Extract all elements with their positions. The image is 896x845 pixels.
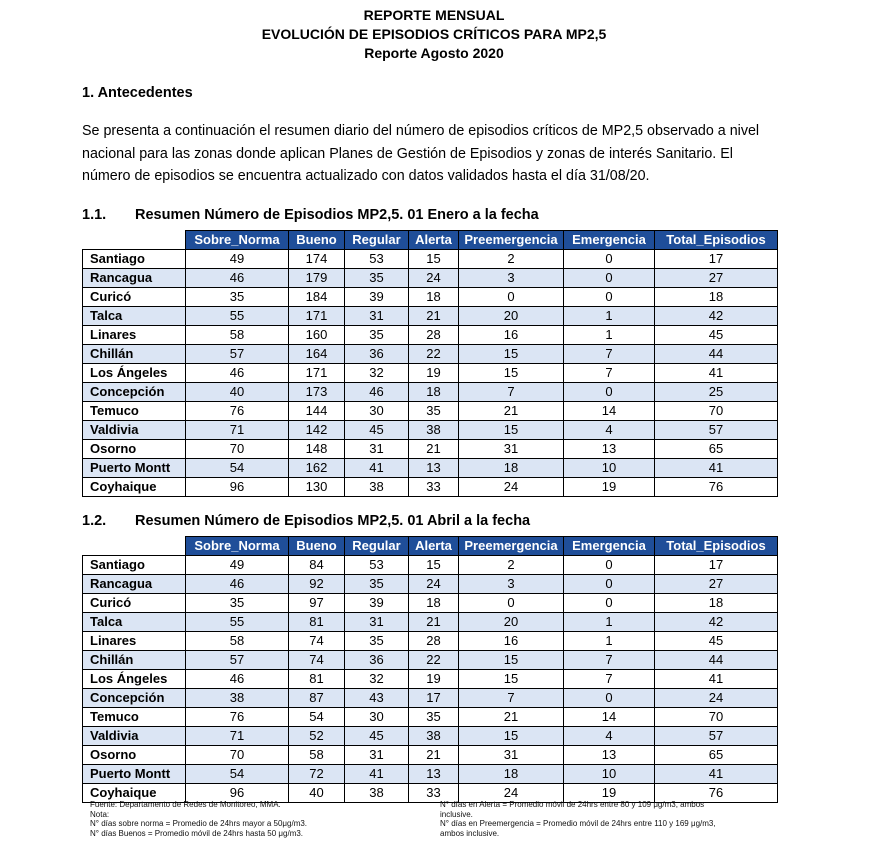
value-cell: 21 xyxy=(459,708,564,727)
value-cell: 35 xyxy=(409,708,459,727)
value-cell: 15 xyxy=(459,421,564,440)
table-row xyxy=(83,594,778,613)
report-period: Reporte Agosto 2020 xyxy=(364,45,504,61)
value-cell: 40 xyxy=(289,784,345,803)
table-row xyxy=(83,440,778,459)
value-cell: 148 xyxy=(289,440,345,459)
value-cell: 70 xyxy=(186,746,289,765)
value-cell: 0 xyxy=(564,594,655,613)
value-cell: 25 xyxy=(655,383,778,402)
value-cell: 39 xyxy=(345,594,409,613)
value-cell: 0 xyxy=(459,594,564,613)
table-row xyxy=(83,402,778,421)
value-cell: 18 xyxy=(655,288,778,307)
column-header: Regular xyxy=(345,537,409,556)
value-cell: 49 xyxy=(186,556,289,575)
footnote-alerta: N° días en Alerta = Promedio móvil de 24hrs entre 80 y 109 μg/m3, ambos xyxy=(440,800,705,809)
table2-title: Resumen Número de Episodios MP2,5. 01 Abril a la fecha xyxy=(135,513,531,529)
value-cell: 87 xyxy=(289,689,345,708)
value-cell: 13 xyxy=(409,459,459,478)
city-cell: Santiago xyxy=(83,556,186,575)
table2-number: 1.2. xyxy=(82,513,107,529)
value-cell: 7 xyxy=(564,651,655,670)
city-cell: Curicó xyxy=(83,288,186,307)
value-cell: 0 xyxy=(564,383,655,402)
table-row xyxy=(83,727,778,746)
value-cell: 21 xyxy=(409,307,459,326)
value-cell: 160 xyxy=(289,326,345,345)
value-cell: 17 xyxy=(655,556,778,575)
value-cell: 27 xyxy=(655,269,778,288)
value-cell: 1 xyxy=(564,613,655,632)
city-cell: Valdivia xyxy=(83,421,186,440)
city-cell: Temuco xyxy=(83,708,186,727)
value-cell: 31 xyxy=(459,746,564,765)
city-cell: Rancagua xyxy=(83,269,186,288)
table-row xyxy=(83,383,778,402)
column-header: Total_Episodios xyxy=(655,537,778,556)
value-cell: 76 xyxy=(186,402,289,421)
value-cell: 41 xyxy=(655,670,778,689)
value-cell: 41 xyxy=(345,459,409,478)
value-cell: 76 xyxy=(186,708,289,727)
column-header: Bueno xyxy=(289,537,345,556)
city-cell: Chillán xyxy=(83,345,186,364)
table-row xyxy=(83,364,778,383)
table-row xyxy=(83,632,778,651)
value-cell: 7 xyxy=(564,364,655,383)
city-cell: Temuco xyxy=(83,402,186,421)
table-row xyxy=(83,670,778,689)
header-corner-cell xyxy=(83,231,186,250)
value-cell: 17 xyxy=(409,689,459,708)
value-cell: 21 xyxy=(409,440,459,459)
footnote-source: Fuente: Departamento de Redes de Monitoreo, MMA. xyxy=(90,800,281,809)
value-cell: 0 xyxy=(564,250,655,269)
value-cell: 184 xyxy=(289,288,345,307)
value-cell: 42 xyxy=(655,613,778,632)
value-cell: 45 xyxy=(345,421,409,440)
value-cell: 35 xyxy=(345,632,409,651)
value-cell: 22 xyxy=(409,651,459,670)
table-row xyxy=(83,345,778,364)
city-cell: Osorno xyxy=(83,440,186,459)
table-row xyxy=(83,689,778,708)
table1-title: Resumen Número de Episodios MP2,5. 01 Enero a la fecha xyxy=(135,207,539,223)
value-cell: 3 xyxy=(459,575,564,594)
value-cell: 97 xyxy=(289,594,345,613)
column-header: Sobre_Norma xyxy=(186,537,289,556)
value-cell: 7 xyxy=(564,345,655,364)
value-cell: 32 xyxy=(345,364,409,383)
value-cell: 46 xyxy=(186,670,289,689)
city-cell: Talca xyxy=(83,307,186,326)
value-cell: 58 xyxy=(186,326,289,345)
value-cell: 16 xyxy=(459,326,564,345)
city-cell: Osorno xyxy=(83,746,186,765)
value-cell: 40 xyxy=(186,383,289,402)
value-cell: 38 xyxy=(186,689,289,708)
value-cell: 31 xyxy=(345,307,409,326)
city-cell: Puerto Montt xyxy=(83,765,186,784)
table-header-row xyxy=(83,537,778,556)
value-cell: 20 xyxy=(459,613,564,632)
value-cell: 35 xyxy=(345,575,409,594)
city-cell: Chillán xyxy=(83,651,186,670)
value-cell: 16 xyxy=(459,632,564,651)
value-cell: 24 xyxy=(459,784,564,803)
city-cell: Santiago xyxy=(83,250,186,269)
value-cell: 84 xyxy=(289,556,345,575)
value-cell: 55 xyxy=(186,613,289,632)
value-cell: 19 xyxy=(409,364,459,383)
column-header: Regular xyxy=(345,231,409,250)
value-cell: 41 xyxy=(655,765,778,784)
value-cell: 70 xyxy=(655,402,778,421)
table-row xyxy=(83,250,778,269)
value-cell: 76 xyxy=(655,478,778,497)
table1-heading xyxy=(82,207,539,223)
value-cell: 0 xyxy=(564,288,655,307)
column-header: Sobre_Norma xyxy=(186,231,289,250)
value-cell: 15 xyxy=(409,556,459,575)
value-cell: 36 xyxy=(345,345,409,364)
value-cell: 54 xyxy=(186,765,289,784)
value-cell: 58 xyxy=(186,632,289,651)
value-cell: 70 xyxy=(655,708,778,727)
value-cell: 57 xyxy=(655,421,778,440)
value-cell: 46 xyxy=(345,383,409,402)
column-header: Alerta xyxy=(409,537,459,556)
footnote-sobre-norma: N° días sobre norma = Promedio de 24hrs mayor a 50μg/m3. xyxy=(90,819,308,828)
value-cell: 74 xyxy=(289,632,345,651)
value-cell: 162 xyxy=(289,459,345,478)
table-row xyxy=(83,459,778,478)
column-header: Bueno xyxy=(289,231,345,250)
value-cell: 53 xyxy=(345,556,409,575)
value-cell: 36 xyxy=(345,651,409,670)
value-cell: 31 xyxy=(459,440,564,459)
value-cell: 35 xyxy=(186,594,289,613)
value-cell: 45 xyxy=(655,632,778,651)
table-row xyxy=(83,269,778,288)
header-corner-cell xyxy=(83,537,186,556)
value-cell: 45 xyxy=(655,326,778,345)
table2-heading xyxy=(82,513,530,529)
value-cell: 0 xyxy=(564,575,655,594)
value-cell: 179 xyxy=(289,269,345,288)
table-header-row xyxy=(83,231,778,250)
value-cell: 81 xyxy=(289,670,345,689)
value-cell: 24 xyxy=(459,478,564,497)
city-cell: Valdivia xyxy=(83,727,186,746)
value-cell: 21 xyxy=(409,613,459,632)
footnote-buenos: N° días Buenos = Promedio móvil de 24hrs hasta 50 μg/m3. xyxy=(90,828,304,838)
value-cell: 38 xyxy=(409,421,459,440)
section-heading-antecedentes: 1. Antecedentes xyxy=(82,85,193,101)
column-header: Preemergencia xyxy=(459,537,564,556)
value-cell: 42 xyxy=(655,307,778,326)
table1-number: 1.1. xyxy=(82,207,107,223)
intro-paragraph: Se presenta a continuación el resumen diario del número de episodios críticos de MP2,5 observado a nivel nacional para las zonas donde aplican Planes de Gestión de Episodios y zonas de interés Sanitario. El número de episodios se encuentra actualizado con datos validados hasta el día 31/08/20. xyxy=(82,123,760,184)
value-cell: 27 xyxy=(655,575,778,594)
value-cell: 39 xyxy=(345,288,409,307)
city-cell: Puerto Montt xyxy=(83,459,186,478)
value-cell: 54 xyxy=(186,459,289,478)
value-cell: 96 xyxy=(186,784,289,803)
value-cell: 41 xyxy=(345,765,409,784)
value-cell: 57 xyxy=(186,345,289,364)
report-title: REPORTE MENSUAL xyxy=(363,7,505,23)
column-header: Emergencia xyxy=(564,537,655,556)
value-cell: 18 xyxy=(655,594,778,613)
footnote-preemergencia-cont: ambos inclusive. xyxy=(440,828,500,838)
value-cell: 15 xyxy=(459,727,564,746)
table-row xyxy=(83,765,778,784)
value-cell: 38 xyxy=(345,478,409,497)
city-cell: Los Ángeles xyxy=(83,364,186,383)
table-row xyxy=(83,556,778,575)
value-cell: 72 xyxy=(289,765,345,784)
value-cell: 45 xyxy=(345,727,409,746)
value-cell: 54 xyxy=(289,708,345,727)
value-cell: 14 xyxy=(564,708,655,727)
value-cell: 65 xyxy=(655,746,778,765)
value-cell: 35 xyxy=(186,288,289,307)
value-cell: 46 xyxy=(186,269,289,288)
value-cell: 28 xyxy=(409,632,459,651)
city-cell: Linares xyxy=(83,632,186,651)
value-cell: 7 xyxy=(564,670,655,689)
value-cell: 31 xyxy=(345,613,409,632)
value-cell: 41 xyxy=(655,364,778,383)
column-header: Total_Episodios xyxy=(655,231,778,250)
value-cell: 81 xyxy=(289,613,345,632)
value-cell: 30 xyxy=(345,708,409,727)
value-cell: 13 xyxy=(564,440,655,459)
value-cell: 96 xyxy=(186,478,289,497)
value-cell: 74 xyxy=(289,651,345,670)
value-cell: 0 xyxy=(564,689,655,708)
table-row xyxy=(83,708,778,727)
value-cell: 17 xyxy=(655,250,778,269)
value-cell: 7 xyxy=(459,383,564,402)
table-row xyxy=(83,288,778,307)
value-cell: 52 xyxy=(289,727,345,746)
value-cell: 15 xyxy=(459,670,564,689)
value-cell: 2 xyxy=(459,556,564,575)
value-cell: 21 xyxy=(459,402,564,421)
value-cell: 57 xyxy=(186,651,289,670)
value-cell: 35 xyxy=(345,326,409,345)
value-cell: 13 xyxy=(409,765,459,784)
value-cell: 171 xyxy=(289,307,345,326)
value-cell: 19 xyxy=(409,670,459,689)
value-cell: 44 xyxy=(655,345,778,364)
value-cell: 76 xyxy=(655,784,778,803)
value-cell: 13 xyxy=(564,746,655,765)
footnotes-right xyxy=(440,800,716,838)
value-cell: 174 xyxy=(289,250,345,269)
column-header: Alerta xyxy=(409,231,459,250)
value-cell: 31 xyxy=(345,746,409,765)
city-cell: Concepción xyxy=(83,689,186,708)
value-cell: 2 xyxy=(459,250,564,269)
footnote-alerta-cont: inclusive. xyxy=(440,809,473,819)
value-cell: 24 xyxy=(655,689,778,708)
value-cell: 65 xyxy=(655,440,778,459)
value-cell: 0 xyxy=(564,556,655,575)
value-cell: 33 xyxy=(409,478,459,497)
city-cell: Concepción xyxy=(83,383,186,402)
value-cell: 4 xyxy=(564,727,655,746)
table-row xyxy=(83,326,778,345)
value-cell: 0 xyxy=(564,269,655,288)
value-cell: 35 xyxy=(345,269,409,288)
value-cell: 24 xyxy=(409,575,459,594)
value-cell: 22 xyxy=(409,345,459,364)
table-row xyxy=(83,575,778,594)
city-cell: Coyhaique xyxy=(83,478,186,497)
value-cell: 92 xyxy=(289,575,345,594)
value-cell: 18 xyxy=(409,288,459,307)
value-cell: 4 xyxy=(564,421,655,440)
value-cell: 31 xyxy=(345,440,409,459)
value-cell: 173 xyxy=(289,383,345,402)
value-cell: 21 xyxy=(409,746,459,765)
value-cell: 1 xyxy=(564,326,655,345)
city-cell: Curicó xyxy=(83,594,186,613)
value-cell: 15 xyxy=(409,250,459,269)
table-row xyxy=(83,746,778,765)
table-row xyxy=(83,478,778,497)
value-cell: 53 xyxy=(345,250,409,269)
value-cell: 41 xyxy=(655,459,778,478)
footnote-preemergencia: N° días en Preemergencia = Promedio móvil de 24hrs entre 110 y 169 μg/m3, xyxy=(440,819,716,828)
value-cell: 1 xyxy=(564,307,655,326)
value-cell: 18 xyxy=(409,594,459,613)
value-cell: 0 xyxy=(459,288,564,307)
value-cell: 38 xyxy=(409,727,459,746)
value-cell: 30 xyxy=(345,402,409,421)
value-cell: 70 xyxy=(186,440,289,459)
value-cell: 24 xyxy=(409,269,459,288)
value-cell: 15 xyxy=(459,364,564,383)
value-cell: 33 xyxy=(409,784,459,803)
city-cell: Rancagua xyxy=(83,575,186,594)
value-cell: 15 xyxy=(459,651,564,670)
value-cell: 144 xyxy=(289,402,345,421)
table-row xyxy=(83,651,778,670)
column-header: Preemergencia xyxy=(459,231,564,250)
value-cell: 18 xyxy=(459,459,564,478)
value-cell: 46 xyxy=(186,364,289,383)
value-cell: 19 xyxy=(564,478,655,497)
city-cell: Talca xyxy=(83,613,186,632)
value-cell: 130 xyxy=(289,478,345,497)
value-cell: 55 xyxy=(186,307,289,326)
value-cell: 164 xyxy=(289,345,345,364)
value-cell: 44 xyxy=(655,651,778,670)
value-cell: 14 xyxy=(564,402,655,421)
table-row xyxy=(83,613,778,632)
value-cell: 3 xyxy=(459,269,564,288)
value-cell: 32 xyxy=(345,670,409,689)
value-cell: 1 xyxy=(564,632,655,651)
episodes-table-abril xyxy=(82,536,778,803)
value-cell: 43 xyxy=(345,689,409,708)
value-cell: 18 xyxy=(409,383,459,402)
value-cell: 18 xyxy=(459,765,564,784)
table-row xyxy=(83,307,778,326)
city-cell: Linares xyxy=(83,326,186,345)
footnote-label: Nota: xyxy=(90,809,110,819)
value-cell: 35 xyxy=(409,402,459,421)
value-cell: 57 xyxy=(655,727,778,746)
value-cell: 28 xyxy=(409,326,459,345)
value-cell: 49 xyxy=(186,250,289,269)
value-cell: 46 xyxy=(186,575,289,594)
episodes-table-enero xyxy=(82,230,778,497)
value-cell: 171 xyxy=(289,364,345,383)
value-cell: 20 xyxy=(459,307,564,326)
report-subtitle: EVOLUCIÓN DE EPISODIOS CRÍTICOS PARA MP2,5 xyxy=(261,26,607,42)
city-cell: Los Ángeles xyxy=(83,670,186,689)
value-cell: 19 xyxy=(564,784,655,803)
value-cell: 71 xyxy=(186,421,289,440)
city-cell: Coyhaique xyxy=(83,784,186,803)
value-cell: 58 xyxy=(289,746,345,765)
column-header: Emergencia xyxy=(564,231,655,250)
table-row xyxy=(83,421,778,440)
value-cell: 71 xyxy=(186,727,289,746)
footnotes-left xyxy=(90,800,307,838)
value-cell: 7 xyxy=(459,689,564,708)
value-cell: 15 xyxy=(459,345,564,364)
value-cell: 10 xyxy=(564,765,655,784)
value-cell: 142 xyxy=(289,421,345,440)
value-cell: 10 xyxy=(564,459,655,478)
value-cell: 38 xyxy=(345,784,409,803)
